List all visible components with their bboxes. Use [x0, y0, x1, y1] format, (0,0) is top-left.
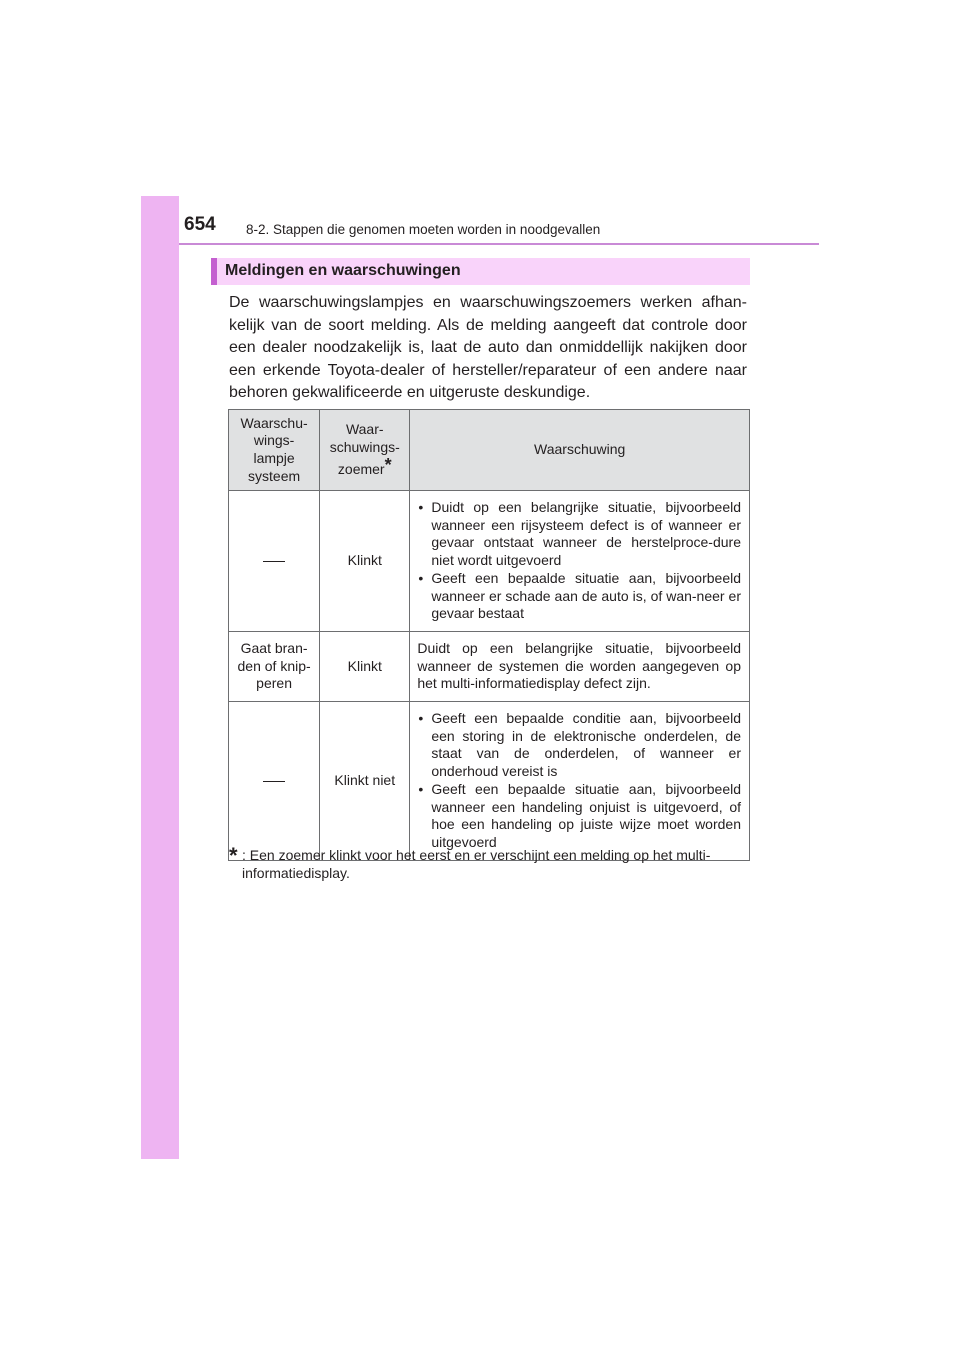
section-header: 8-2. Stappen die genomen moeten worden in noodgevallen [246, 222, 601, 237]
header-warning: Waarschuwing [410, 410, 750, 491]
header-lamp-line: systeem [248, 467, 301, 484]
header-buzzer [320, 410, 410, 491]
table-row [229, 631, 750, 701]
dash-symbol [263, 781, 285, 782]
buzzer-cell: Klinkt niet [320, 702, 410, 861]
header-lamp [229, 410, 320, 491]
lamp-text-line: peren [256, 675, 292, 692]
header-lamp-line: wings- [253, 432, 295, 449]
lamp-cell [229, 631, 320, 701]
footnote [229, 843, 747, 882]
list-item: • Duidt op een belangrijke situatie, bijvoorbeeld wanneer een rijsysteem defect is of wanneer er gevaar ontstaat wanneer de herstelproce-dure niet wordt uitgevoerd [417, 499, 741, 570]
table-row [229, 491, 750, 632]
buzzer-cell: Klinkt [320, 631, 410, 701]
list-item: • Geeft een bepaalde situatie aan, bijvoorbeeld wanneer een handeling onjuist is uitgevoerd, of hoe een handeling op juiste wijze moet worden uitgevoerd [417, 781, 741, 852]
warning-cell [410, 491, 750, 632]
lamp-text-line: den of knip- [237, 657, 311, 674]
warnings-table [228, 409, 750, 861]
section-title-bar [211, 258, 750, 285]
intro-paragraph: De waarschuwingslampjes en waarschuwingszoemers werken afhan-kelijk van de soort melding. Als de melding aangeeft dat controle door een dealer noodzakelijk is, laat de auto dan onmiddellijk nakijken door een erkende Toyota-dealer of hersteller/reparateur of een andere naar behoren gekwalificeerde en uitgeruste deskundige. [229, 294, 747, 401]
header-divider [179, 243, 819, 245]
table-row [229, 702, 750, 861]
header-buzzer-line: schuwings- [329, 439, 400, 456]
title-accent [211, 258, 217, 285]
list-item: • Geeft een bepaalde situatie aan, bijvoorbeeld wanneer er schade aan de auto is, of wan-neer er gevaar bestaat [417, 570, 741, 623]
footnote-marker: * [229, 843, 238, 868]
warning-cell [410, 702, 750, 861]
lamp-text-line: Gaat bran- [240, 639, 308, 656]
lamp-cell [229, 702, 320, 861]
header-buzzer-line: Waar- [345, 421, 384, 438]
header-buzzer-line: zoemer [337, 460, 385, 477]
buzzer-cell: Klinkt [320, 491, 410, 632]
footnote-text: : Een zoemer klinkt voor het eerst en er verschijnt een melding op het multi-informatiedisplay. [242, 847, 711, 881]
header-lamp-line: Waarschu- [240, 414, 308, 431]
side-color-band [141, 196, 179, 1159]
header-lamp-line: lampje [253, 450, 295, 466]
warning-cell: Duidt op een belangrijke situatie, bijvoorbeeld wanneer de systemen die worden aangegeven op het multi-informatiedisplay defect zijn. [410, 631, 750, 701]
lamp-cell [229, 491, 320, 632]
list-item: • Geeft een bepaalde conditie aan, bijvoorbeeld een storing in de elektronische onderdelen, de staat van de onderdelen, of wanneer er onderhoud vereist is [417, 710, 741, 781]
dash-symbol [263, 561, 285, 562]
table-header-row [229, 410, 750, 491]
page-number: 654 [184, 214, 216, 235]
section-title: Meldingen en waarschuwingen [225, 262, 461, 279]
footnote-marker: * [384, 454, 392, 475]
